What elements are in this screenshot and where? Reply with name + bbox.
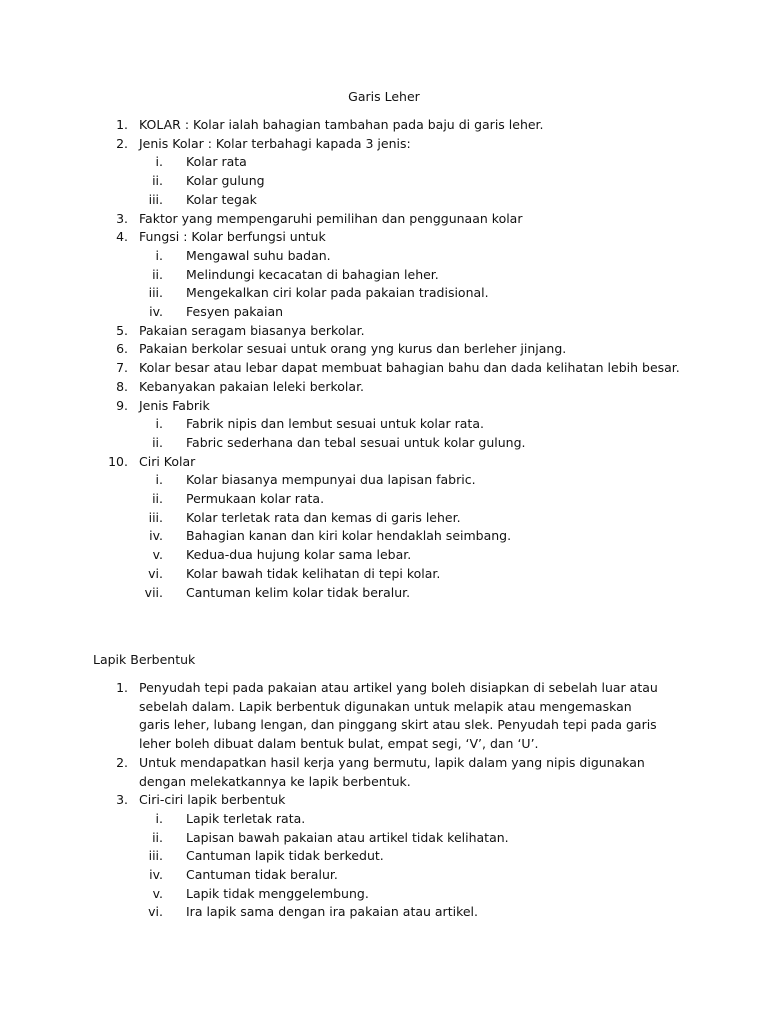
list-item — [0, 322, 768, 341]
list-item-text: Jenis Kolar : Kolar terbahagi kapada 3 jenis: — [139, 135, 411, 151]
list-item-text: Ciri-ciri lapik berbentuk — [139, 792, 286, 808]
sub-list-item — [0, 903, 768, 922]
sub-list-item — [0, 490, 768, 509]
sub-list-item-number: ii. — [152, 829, 163, 845]
list-item-number: 8. — [116, 378, 128, 394]
sub-list-item — [0, 866, 768, 885]
sub-list-item-number: iii. — [148, 191, 163, 207]
sub-list-item-number: ii. — [152, 173, 163, 189]
sub-list-item-text: Fabrik nipis dan lembut sesuai untuk kolar rata. — [186, 416, 484, 432]
sub-list-item-text: Kolar gulung — [186, 173, 265, 189]
sub-list-item-text: Fesyen pakaian — [186, 304, 284, 320]
sub-list-item-text: Lapisan bawah pakaian atau artikel tidak kelihatan. — [186, 829, 509, 845]
list-item — [0, 116, 768, 135]
sub-list-item-number: i. — [155, 416, 163, 432]
sub-list-item — [0, 191, 768, 210]
list-item-number: 9. — [116, 397, 128, 413]
sub-list-item — [0, 266, 768, 285]
sub-list-item-text: Cantuman lapik tidak berkedut. — [186, 848, 384, 864]
sub-list-item-text: Cantuman kelim kolar tidak beralur. — [186, 584, 411, 600]
sub-list-item — [0, 172, 768, 191]
list-item — [0, 135, 768, 154]
sub-list-item — [0, 810, 768, 829]
sub-list-item — [0, 527, 768, 546]
list-item-number: 5. — [116, 322, 128, 338]
list-item-text: Penyudah tepi pada pakaian atau artikel yang boleh disiapkan di sebelah luar atau sebelah dalam. Lapik berbentuk digunakan untuk melapik atau mengemaskan garis leher, lubang lengan, dan pinggang skirt atau slek. Penyudah tepi pada garis leher boleh dibuat dalam bentuk bulat, empat segi, ‘V’, dan ‘U’. — [139, 680, 658, 752]
sub-list-item-text: Kolar biasanya mempunyai dua lapisan fabric. — [186, 472, 476, 488]
list-item-text: Fungsi : Kolar berfungsi untuk — [139, 229, 326, 245]
list-item-text: Kebanyakan pakaian leleki berkolar. — [139, 378, 365, 394]
sub-list-item-text: Permukaan kolar rata. — [186, 491, 325, 507]
sub-list-item-text: Kolar tegak — [186, 191, 257, 207]
list-item-text: Faktor yang mempengaruhi pemilihan dan penggunaan kolar — [139, 210, 523, 226]
list-item — [0, 378, 768, 397]
list-item — [0, 228, 768, 247]
sub-list-item — [0, 434, 768, 453]
list-item-number: 3. — [116, 210, 128, 226]
sub-list-item-number: iii. — [148, 285, 163, 301]
sub-list-item-number: vi. — [148, 565, 163, 581]
list-item-number: 2. — [116, 135, 128, 151]
sub-list-item-text: Lapik terletak rata. — [186, 810, 306, 826]
sub-list-item-number: iv. — [149, 304, 163, 320]
list-item-number: 10. — [108, 453, 128, 469]
list-item-number: 6. — [116, 341, 128, 357]
sub-list-item — [0, 284, 768, 303]
sub-list-item-number: v. — [152, 885, 163, 901]
list-item-number: 7. — [116, 360, 128, 376]
sub-list-item — [0, 565, 768, 584]
sub-list-item-number: vi. — [148, 904, 163, 920]
list-item — [0, 397, 768, 416]
list-item — [0, 359, 768, 378]
section-lapik-berbentuk-list — [0, 679, 768, 922]
list-item — [0, 340, 768, 359]
list-item — [0, 453, 768, 472]
sub-list-item-number: ii. — [152, 266, 163, 282]
sub-list-item — [0, 509, 768, 528]
list-item-text: Pakaian berkolar sesuai untuk orang yng kurus dan berleher jinjang. — [139, 341, 567, 357]
sub-list-item-number: iii. — [148, 509, 163, 525]
list-item-number: 1. — [116, 117, 128, 132]
sub-list-item-number: ii. — [152, 491, 163, 507]
sub-list-item-number: i. — [155, 154, 163, 170]
sub-list-item-text: Kedua-dua hujung kolar sama lebar. — [186, 547, 412, 563]
list-item-text: Jenis Fabrik — [139, 397, 210, 413]
sub-list-item-text: Fabric sederhana dan tebal sesuai untuk kolar gulung. — [186, 434, 526, 450]
list-item-number: 1. — [116, 680, 128, 695]
sub-list-item — [0, 829, 768, 848]
sub-list-item — [0, 584, 768, 603]
section-garis-leher-list — [0, 116, 768, 602]
sub-list-item-number: vii. — [144, 584, 163, 600]
list-item-number: 4. — [116, 229, 128, 245]
sub-list-item-text: Lapik tidak menggelembung. — [186, 885, 369, 901]
list-item-number: 2. — [116, 754, 128, 770]
sub-list-item-number: iv. — [149, 528, 163, 544]
sub-list-item — [0, 415, 768, 434]
sub-list-item-text: Ira lapik sama dengan ira pakaian atau artikel. — [186, 904, 478, 920]
page-title: Garis Leher — [348, 89, 420, 104]
list-item — [0, 679, 768, 754]
sub-list-item-text: Mengawal suhu badan. — [186, 247, 331, 263]
list-item-text: Pakaian seragam biasanya berkolar. — [139, 322, 365, 338]
section-heading-lapik-berbentuk: Lapik Berbentuk — [93, 652, 196, 667]
sub-list-item-text: Bahagian kanan dan kiri kolar hendaklah seimbang. — [186, 528, 512, 544]
sub-list-item-number: v. — [152, 547, 163, 563]
sub-list-item-number: i. — [155, 810, 163, 826]
sub-list-item-text: Kolar rata — [186, 154, 247, 170]
sub-list-item-number: iv. — [149, 867, 163, 883]
sub-list-item — [0, 885, 768, 904]
sub-list-item-number: i. — [155, 247, 163, 263]
sub-list-item-text: Melindungi kecacatan di bahagian leher. — [186, 266, 439, 282]
sub-list-item-text: Kolar bawah tidak kelihatan di tepi kolar. — [186, 565, 441, 581]
list-item-text: Untuk mendapatkan hasil kerja yang bermutu, lapik dalam yang nipis digunakan dengan melekatkannya ke lapik berbentuk. — [139, 754, 645, 789]
sub-list-item — [0, 247, 768, 266]
sub-list-item — [0, 847, 768, 866]
list-item-text: Ciri Kolar — [139, 453, 196, 469]
sub-list-item-number: i. — [155, 472, 163, 488]
list-item — [0, 210, 768, 229]
sub-list-item-text: Cantuman tidak beralur. — [186, 867, 338, 883]
sub-list-item-text: Mengekalkan ciri kolar pada pakaian tradisional. — [186, 285, 489, 301]
sub-list-item — [0, 546, 768, 565]
sub-list-item — [0, 153, 768, 172]
list-item — [0, 791, 768, 810]
list-item-number: 3. — [116, 792, 128, 808]
sub-list-item — [0, 303, 768, 322]
list-item — [0, 754, 768, 791]
sub-list-item-text: Kolar terletak rata dan kemas di garis leher. — [186, 509, 461, 525]
sub-list-item-number: ii. — [152, 434, 163, 450]
sub-list-item — [0, 471, 768, 490]
sub-list-item-number: iii. — [148, 848, 163, 864]
list-item-text: KOLAR : Kolar ialah bahagian tambahan pada baju di garis leher. — [139, 117, 544, 132]
list-item-text: Kolar besar atau lebar dapat membuat bahagian bahu dan dada kelihatan lebih besar. — [139, 360, 680, 376]
